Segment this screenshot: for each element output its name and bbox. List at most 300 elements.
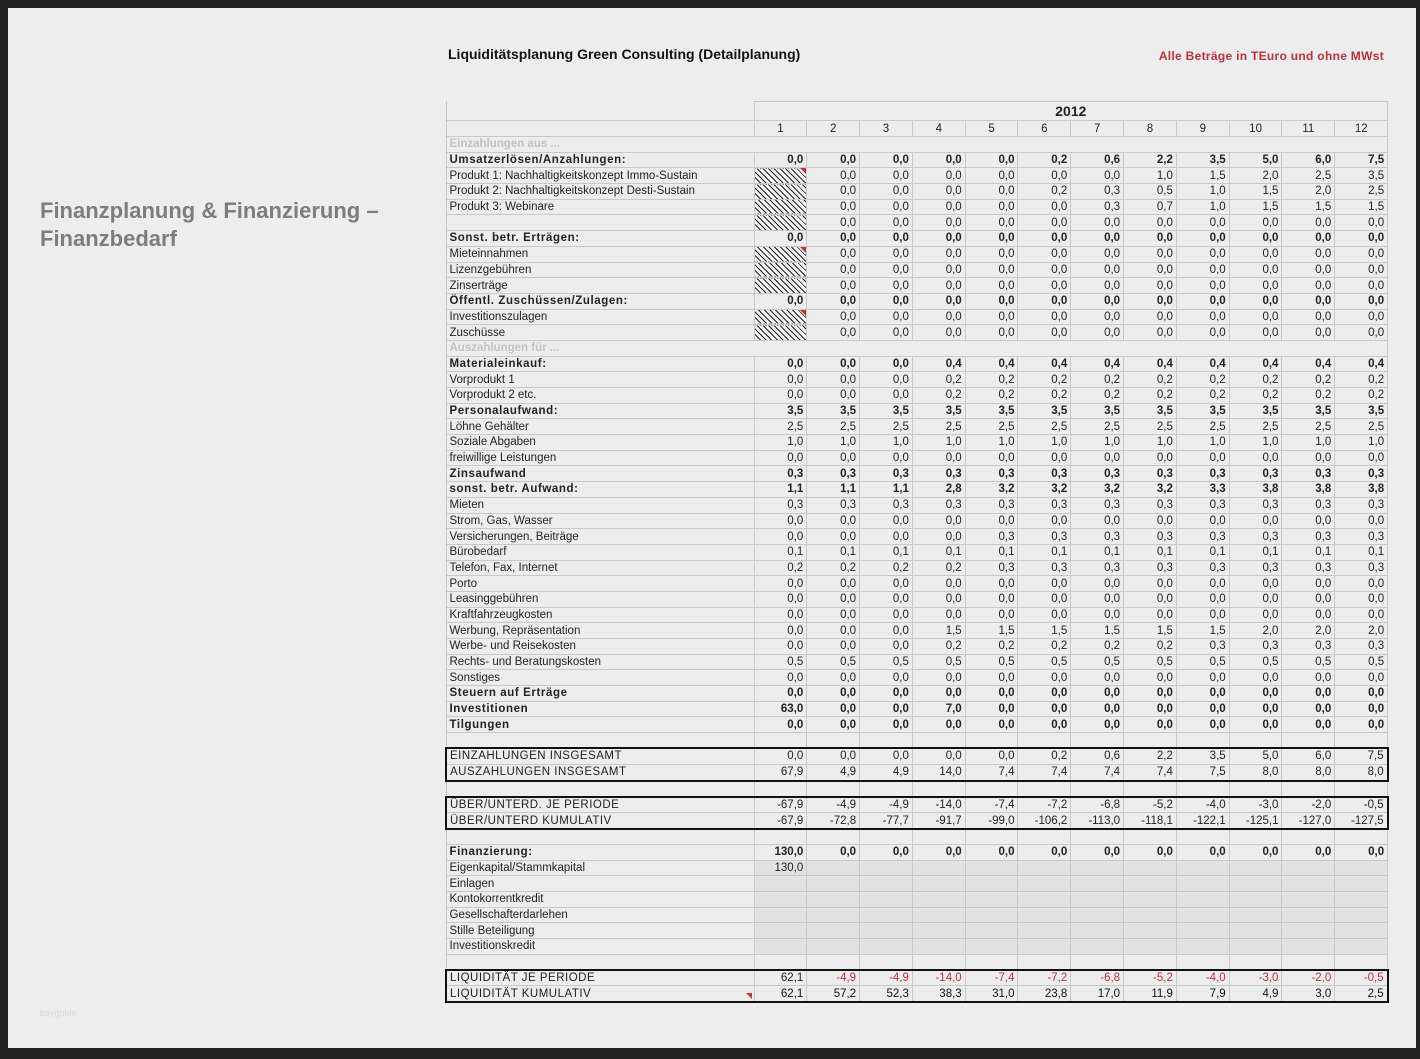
value-cell[interactable]	[754, 497, 807, 513]
value-cell[interactable]	[1124, 797, 1177, 813]
value-cell[interactable]	[860, 356, 913, 372]
value-cell[interactable]	[860, 419, 913, 435]
value-cell[interactable]	[807, 466, 860, 482]
value-cell[interactable]	[1229, 954, 1282, 970]
value-cell[interactable]	[860, 215, 913, 231]
value-cell[interactable]	[1335, 309, 1388, 325]
value-cell[interactable]	[754, 939, 807, 955]
value-cell[interactable]	[860, 970, 913, 986]
value-cell[interactable]	[1282, 986, 1335, 1002]
value-cell[interactable]	[1282, 923, 1335, 939]
value-cell[interactable]	[807, 654, 860, 670]
value-cell[interactable]	[754, 231, 807, 247]
value-cell[interactable]	[1282, 733, 1335, 749]
value-cell[interactable]	[860, 686, 913, 702]
value-cell[interactable]	[1071, 781, 1124, 797]
value-cell[interactable]	[1282, 891, 1335, 907]
value-cell[interactable]	[807, 623, 860, 639]
value-cell[interactable]	[1124, 591, 1177, 607]
value-cell[interactable]	[965, 670, 1018, 686]
value-cell[interactable]	[1071, 450, 1124, 466]
value-cell[interactable]	[1018, 733, 1071, 749]
value-cell[interactable]	[860, 293, 913, 309]
value-cell[interactable]	[1124, 482, 1177, 498]
value-cell[interactable]	[965, 356, 1018, 372]
value-cell[interactable]	[1018, 891, 1071, 907]
value-cell[interactable]	[1018, 670, 1071, 686]
value-cell[interactable]	[912, 184, 965, 200]
value-cell[interactable]	[1176, 876, 1229, 892]
value-cell[interactable]	[754, 639, 807, 655]
value-cell[interactable]	[1071, 733, 1124, 749]
value-cell[interactable]	[807, 372, 860, 388]
value-cell[interactable]	[807, 450, 860, 466]
value-cell[interactable]	[1071, 513, 1124, 529]
value-cell[interactable]	[860, 701, 913, 717]
value-cell[interactable]	[1282, 293, 1335, 309]
value-cell[interactable]	[860, 388, 913, 404]
value-cell[interactable]	[1282, 591, 1335, 607]
value-cell[interactable]	[1124, 231, 1177, 247]
value-cell[interactable]	[1229, 356, 1282, 372]
value-cell[interactable]	[965, 686, 1018, 702]
value-cell[interactable]	[1124, 560, 1177, 576]
value-cell[interactable]	[1018, 923, 1071, 939]
value-cell[interactable]	[754, 623, 807, 639]
value-cell[interactable]	[860, 529, 913, 545]
value-cell[interactable]	[1229, 717, 1282, 733]
value-cell[interactable]	[912, 419, 965, 435]
value-cell[interactable]	[1071, 419, 1124, 435]
value-cell[interactable]	[1229, 497, 1282, 513]
value-cell[interactable]	[912, 482, 965, 498]
value-cell[interactable]	[1229, 529, 1282, 545]
value-cell[interactable]	[912, 876, 965, 892]
value-cell[interactable]	[860, 435, 913, 451]
value-cell[interactable]	[807, 907, 860, 923]
value-cell[interactable]	[1018, 797, 1071, 813]
value-cell[interactable]	[754, 435, 807, 451]
value-cell[interactable]	[1282, 513, 1335, 529]
value-cell[interactable]	[1018, 748, 1071, 764]
value-cell[interactable]	[807, 876, 860, 892]
value-cell[interactable]	[807, 482, 860, 498]
value-cell[interactable]	[1176, 450, 1229, 466]
value-cell[interactable]	[1229, 576, 1282, 592]
value-cell[interactable]	[1124, 876, 1177, 892]
value-cell[interactable]	[912, 607, 965, 623]
value-cell[interactable]	[965, 623, 1018, 639]
value-cell[interactable]	[1124, 764, 1177, 780]
value-cell[interactable]	[1229, 623, 1282, 639]
value-cell[interactable]	[754, 781, 807, 797]
value-cell[interactable]	[1176, 262, 1229, 278]
value-cell[interactable]	[860, 576, 913, 592]
value-cell[interactable]	[965, 733, 1018, 749]
value-cell[interactable]	[860, 781, 913, 797]
value-cell[interactable]	[1335, 939, 1388, 955]
value-cell[interactable]	[1018, 278, 1071, 294]
value-cell[interactable]	[1124, 356, 1177, 372]
value-cell[interactable]	[965, 576, 1018, 592]
value-cell[interactable]	[1071, 623, 1124, 639]
value-cell[interactable]	[1018, 654, 1071, 670]
value-cell[interactable]	[1124, 939, 1177, 955]
value-cell[interactable]	[1282, 372, 1335, 388]
value-cell[interactable]	[965, 246, 1018, 262]
value-cell[interactable]	[912, 654, 965, 670]
value-cell[interactable]	[754, 733, 807, 749]
value-cell[interactable]	[965, 876, 1018, 892]
value-cell[interactable]	[754, 813, 807, 829]
value-cell[interactable]	[754, 388, 807, 404]
value-cell[interactable]	[807, 717, 860, 733]
value-cell[interactable]	[1335, 152, 1388, 168]
value-cell[interactable]	[1018, 844, 1071, 860]
value-cell[interactable]	[1071, 497, 1124, 513]
value-cell[interactable]	[807, 686, 860, 702]
value-cell[interactable]	[807, 733, 860, 749]
value-cell[interactable]	[1176, 356, 1229, 372]
value-cell[interactable]	[1018, 419, 1071, 435]
value-cell[interactable]	[1124, 403, 1177, 419]
value-cell[interactable]	[1124, 844, 1177, 860]
value-cell[interactable]	[1229, 293, 1282, 309]
value-cell[interactable]	[1176, 591, 1229, 607]
value-cell[interactable]	[1176, 860, 1229, 876]
value-cell[interactable]	[1282, 576, 1335, 592]
value-cell[interactable]	[1176, 701, 1229, 717]
value-cell[interactable]	[1071, 309, 1124, 325]
value-cell[interactable]	[965, 781, 1018, 797]
value-cell[interactable]	[1018, 623, 1071, 639]
value-cell[interactable]	[1071, 813, 1124, 829]
value-cell[interactable]	[754, 591, 807, 607]
value-cell[interactable]	[1018, 168, 1071, 184]
value-cell[interactable]	[912, 356, 965, 372]
value-cell[interactable]	[860, 876, 913, 892]
value-cell[interactable]	[807, 844, 860, 860]
value-cell[interactable]	[1071, 293, 1124, 309]
value-cell[interactable]	[1335, 529, 1388, 545]
value-cell[interactable]	[965, 607, 1018, 623]
value-cell[interactable]	[860, 246, 913, 262]
value-cell[interactable]	[754, 152, 807, 168]
value-cell[interactable]	[754, 701, 807, 717]
value-cell[interactable]	[860, 325, 913, 341]
value-cell[interactable]	[912, 293, 965, 309]
value-cell[interactable]	[1335, 184, 1388, 200]
value-cell[interactable]	[965, 293, 1018, 309]
value-cell[interactable]	[1335, 576, 1388, 592]
value-cell[interactable]	[1124, 466, 1177, 482]
value-cell[interactable]	[754, 717, 807, 733]
value-cell[interactable]	[912, 325, 965, 341]
value-cell[interactable]	[1018, 152, 1071, 168]
value-cell[interactable]	[807, 152, 860, 168]
value-cell[interactable]	[912, 466, 965, 482]
value-cell[interactable]	[1335, 560, 1388, 576]
value-cell[interactable]	[1229, 733, 1282, 749]
value-cell[interactable]	[965, 748, 1018, 764]
value-cell[interactable]	[1176, 293, 1229, 309]
value-cell[interactable]	[1335, 623, 1388, 639]
value-cell[interactable]	[1229, 152, 1282, 168]
value-cell[interactable]	[1229, 450, 1282, 466]
value-cell[interactable]	[860, 309, 913, 325]
value-cell[interactable]	[965, 215, 1018, 231]
value-cell[interactable]	[1176, 278, 1229, 294]
value-cell[interactable]	[754, 466, 807, 482]
value-cell[interactable]	[965, 544, 1018, 560]
value-cell[interactable]	[1071, 152, 1124, 168]
value-cell[interactable]	[912, 576, 965, 592]
value-cell[interactable]	[1335, 231, 1388, 247]
value-cell[interactable]	[1018, 544, 1071, 560]
value-cell[interactable]	[1229, 939, 1282, 955]
value-cell[interactable]	[965, 717, 1018, 733]
value-cell[interactable]	[807, 293, 860, 309]
value-cell[interactable]	[965, 482, 1018, 498]
value-cell[interactable]	[1018, 860, 1071, 876]
value-cell[interactable]	[1018, 199, 1071, 215]
value-cell[interactable]	[1071, 860, 1124, 876]
value-cell[interactable]	[807, 544, 860, 560]
value-cell[interactable]	[912, 544, 965, 560]
value-cell[interactable]	[1229, 860, 1282, 876]
value-cell[interactable]	[1229, 639, 1282, 655]
value-cell[interactable]	[807, 513, 860, 529]
value-cell[interactable]	[807, 356, 860, 372]
value-cell[interactable]	[754, 860, 807, 876]
value-cell[interactable]	[807, 262, 860, 278]
value-cell[interactable]	[1124, 372, 1177, 388]
value-cell[interactable]	[1071, 970, 1124, 986]
value-cell[interactable]	[965, 844, 1018, 860]
value-cell[interactable]	[860, 262, 913, 278]
value-cell[interactable]	[1335, 654, 1388, 670]
value-cell[interactable]	[965, 168, 1018, 184]
value-cell[interactable]	[1282, 529, 1335, 545]
value-cell[interactable]	[1335, 435, 1388, 451]
value-cell[interactable]	[965, 923, 1018, 939]
value-cell[interactable]	[1124, 717, 1177, 733]
value-cell[interactable]	[912, 686, 965, 702]
value-cell[interactable]	[912, 199, 965, 215]
value-cell[interactable]	[1282, 764, 1335, 780]
value-cell[interactable]	[1176, 215, 1229, 231]
value-cell[interactable]	[1282, 844, 1335, 860]
value-cell[interactable]	[1229, 262, 1282, 278]
value-cell[interactable]	[1282, 907, 1335, 923]
value-cell[interactable]	[912, 372, 965, 388]
value-cell[interactable]	[912, 513, 965, 529]
value-cell[interactable]	[1071, 686, 1124, 702]
value-cell[interactable]	[1018, 325, 1071, 341]
value-cell[interactable]	[1335, 813, 1388, 829]
value-cell[interactable]	[1124, 891, 1177, 907]
value-cell[interactable]	[912, 670, 965, 686]
value-cell[interactable]	[1124, 986, 1177, 1002]
value-cell[interactable]	[1018, 560, 1071, 576]
value-cell[interactable]	[1229, 813, 1282, 829]
value-cell[interactable]	[912, 168, 965, 184]
value-cell[interactable]	[1282, 954, 1335, 970]
value-cell[interactable]	[1018, 215, 1071, 231]
value-cell[interactable]	[807, 215, 860, 231]
value-cell[interactable]	[754, 450, 807, 466]
value-cell[interactable]	[912, 923, 965, 939]
value-cell[interactable]	[1229, 560, 1282, 576]
value-cell[interactable]	[965, 372, 1018, 388]
value-cell[interactable]	[1176, 388, 1229, 404]
value-cell[interactable]	[1071, 923, 1124, 939]
value-cell[interactable]	[1071, 544, 1124, 560]
value-cell[interactable]	[965, 419, 1018, 435]
value-cell[interactable]	[1124, 388, 1177, 404]
value-cell[interactable]	[912, 231, 965, 247]
value-cell[interactable]	[807, 670, 860, 686]
value-cell[interactable]	[1071, 654, 1124, 670]
value-cell[interactable]	[912, 733, 965, 749]
value-cell[interactable]	[1282, 278, 1335, 294]
value-cell[interactable]	[860, 813, 913, 829]
value-cell[interactable]	[1176, 544, 1229, 560]
value-cell[interactable]	[1124, 513, 1177, 529]
value-cell[interactable]	[1071, 876, 1124, 892]
value-cell[interactable]	[1018, 813, 1071, 829]
value-cell[interactable]	[807, 560, 860, 576]
value-cell[interactable]	[912, 246, 965, 262]
value-cell[interactable]	[1071, 907, 1124, 923]
value-cell[interactable]	[1229, 923, 1282, 939]
value-cell[interactable]	[1229, 764, 1282, 780]
value-cell[interactable]	[1335, 876, 1388, 892]
value-cell[interactable]	[1176, 607, 1229, 623]
value-cell[interactable]	[965, 388, 1018, 404]
value-cell[interactable]	[1282, 435, 1335, 451]
value-cell[interactable]	[1335, 325, 1388, 341]
value-cell[interactable]	[1018, 403, 1071, 419]
value-cell[interactable]	[965, 231, 1018, 247]
value-cell[interactable]	[912, 388, 965, 404]
value-cell[interactable]	[1071, 278, 1124, 294]
value-cell[interactable]	[912, 781, 965, 797]
value-cell[interactable]	[1282, 450, 1335, 466]
value-cell[interactable]	[965, 860, 1018, 876]
value-cell[interactable]	[1071, 356, 1124, 372]
value-cell[interactable]	[1124, 325, 1177, 341]
value-cell[interactable]	[1176, 168, 1229, 184]
value-cell[interactable]	[965, 939, 1018, 955]
value-cell[interactable]	[1018, 356, 1071, 372]
value-cell[interactable]	[1229, 970, 1282, 986]
value-cell[interactable]	[965, 184, 1018, 200]
value-cell[interactable]	[860, 372, 913, 388]
value-cell[interactable]	[1335, 262, 1388, 278]
value-cell[interactable]	[1124, 701, 1177, 717]
value-cell[interactable]	[860, 907, 913, 923]
value-cell[interactable]	[1124, 419, 1177, 435]
value-cell[interactable]	[1335, 639, 1388, 655]
value-cell[interactable]	[1282, 829, 1335, 845]
value-cell[interactable]	[1282, 482, 1335, 498]
value-cell[interactable]	[1071, 670, 1124, 686]
value-cell[interactable]	[807, 891, 860, 907]
value-cell[interactable]	[1229, 829, 1282, 845]
value-cell[interactable]	[1124, 435, 1177, 451]
value-cell[interactable]	[860, 923, 913, 939]
value-cell[interactable]	[754, 356, 807, 372]
value-cell[interactable]	[807, 923, 860, 939]
value-cell[interactable]	[1124, 293, 1177, 309]
value-cell[interactable]	[1018, 639, 1071, 655]
value-cell[interactable]	[754, 544, 807, 560]
value-cell[interactable]	[1229, 388, 1282, 404]
value-cell[interactable]	[1229, 246, 1282, 262]
value-cell[interactable]	[754, 529, 807, 545]
value-cell[interactable]	[807, 748, 860, 764]
value-cell[interactable]	[1229, 544, 1282, 560]
value-cell[interactable]	[860, 168, 913, 184]
value-cell[interactable]	[1071, 607, 1124, 623]
value-cell[interactable]	[1282, 309, 1335, 325]
value-cell[interactable]	[1335, 954, 1388, 970]
comment-marker-icon[interactable]	[800, 168, 806, 174]
value-cell[interactable]	[807, 986, 860, 1002]
value-cell[interactable]	[1124, 954, 1177, 970]
value-cell[interactable]	[1335, 419, 1388, 435]
value-cell[interactable]	[1335, 497, 1388, 513]
value-cell[interactable]	[860, 466, 913, 482]
value-cell[interactable]	[807, 199, 860, 215]
value-cell[interactable]	[1018, 970, 1071, 986]
value-cell[interactable]	[754, 513, 807, 529]
value-cell[interactable]	[807, 639, 860, 655]
value-cell[interactable]	[1018, 231, 1071, 247]
value-cell[interactable]	[965, 325, 1018, 341]
value-cell[interactable]	[1229, 215, 1282, 231]
value-cell[interactable]	[860, 639, 913, 655]
value-cell[interactable]	[1124, 623, 1177, 639]
value-cell[interactable]	[1124, 670, 1177, 686]
value-cell[interactable]	[1335, 844, 1388, 860]
value-cell[interactable]	[1229, 797, 1282, 813]
comment-marker-icon[interactable]	[746, 993, 752, 999]
value-cell[interactable]	[1018, 497, 1071, 513]
value-cell[interactable]	[1124, 529, 1177, 545]
value-cell[interactable]	[1282, 654, 1335, 670]
value-cell[interactable]	[807, 797, 860, 813]
value-cell[interactable]	[1018, 607, 1071, 623]
value-cell[interactable]	[1282, 686, 1335, 702]
value-cell[interactable]	[1176, 717, 1229, 733]
value-cell[interactable]	[1176, 639, 1229, 655]
value-cell[interactable]	[1282, 748, 1335, 764]
value-cell[interactable]	[860, 403, 913, 419]
value-cell[interactable]	[965, 764, 1018, 780]
value-cell[interactable]	[1229, 278, 1282, 294]
value-cell[interactable]	[1282, 262, 1335, 278]
value-cell[interactable]	[1124, 309, 1177, 325]
value-cell[interactable]	[965, 891, 1018, 907]
value-cell[interactable]	[1176, 529, 1229, 545]
value-cell[interactable]	[754, 844, 807, 860]
value-cell[interactable]	[1282, 199, 1335, 215]
value-cell[interactable]	[1282, 781, 1335, 797]
value-cell[interactable]	[1176, 403, 1229, 419]
value-cell[interactable]	[860, 152, 913, 168]
